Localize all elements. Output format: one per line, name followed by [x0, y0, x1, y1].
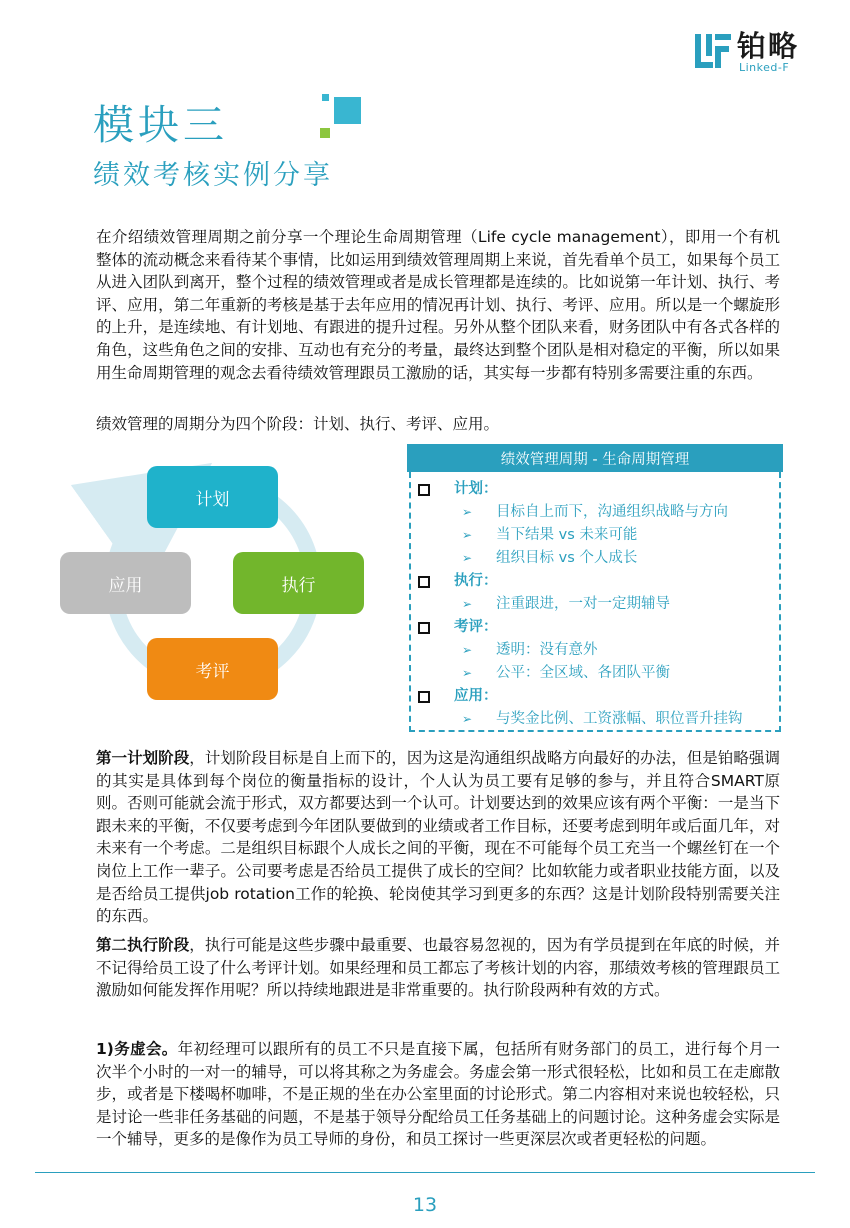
exec-lead: 第二执行阶段: [96, 936, 190, 954]
arrow-bullet-icon: ➢: [462, 666, 473, 680]
arrow-bullet-icon: ➢: [462, 643, 473, 657]
logo: [693, 30, 818, 75]
linked-f-logo-icon: [693, 32, 733, 72]
arrow-bullet-icon: ➢: [462, 597, 473, 611]
logo-text: 铂略: [737, 29, 800, 63]
page-number: 13: [412, 1194, 438, 1216]
cycle-stage-review: 考评: [147, 638, 278, 700]
group-execute: [416, 570, 776, 593]
group-plan: [416, 478, 776, 501]
group-title: 计划：: [454, 481, 498, 497]
arrow-bullet-icon: ➢: [462, 712, 473, 726]
list-item: ➢ 透明：没有意外: [416, 639, 776, 662]
page-title: 模块三: [93, 101, 228, 149]
group-title: 执行：: [454, 573, 498, 589]
list-item: ➢ 目标自上而下，沟通组织战略与方向: [416, 501, 776, 524]
list-item: ➢ 组织目标 vs 个人成长: [416, 547, 776, 570]
cycle-stage-plan: 计划: [147, 466, 278, 528]
list-item: ➢ 注重跟进，一对一定期辅导: [416, 593, 776, 616]
group-apply: [416, 685, 776, 708]
decor-square-small: [322, 94, 329, 101]
square-bullet-icon: [418, 691, 430, 703]
plan-paragraph: [96, 747, 780, 928]
intro-paragraph: 在介绍绩效管理周期之前分享一个理论生命周期管理（Life cycle management），即用一个有机整体的流动概念来看待某个事情，比如运用到绩效管理周期上来说，首先看单个员工，如果每个员工从进入团队到离开，整个过程的绩效管理或者是成长管理都是连续的。比如说第一年计划、执行、考评、应用，第二年重新的考核是基于去年应用的情况再计划、执行、考评、应用。所以是一个螺旋形的上升，是连续地、有计划地、有跟进的提升过程。另外从整个团队来看，财务团队中有各式各样的角色，这些角色之间的安排、互动也有充分的考量，最终达到整个团队是相对稳定的平衡，所以如果用生命周期管理的观念去看待绩效管理跟员工激励的话，其实每一步都有特别多需要注重的东西。: [96, 228, 780, 382]
arrow-bullet-icon: ➢: [462, 528, 473, 542]
decor-square-green: [320, 128, 330, 138]
group-title: 考评：: [454, 619, 498, 635]
group-title: 应用：: [454, 688, 498, 704]
exec-paragraph: [96, 934, 780, 1002]
stages-paragraph: 绩效管理的周期分为四个阶段：计划、执行、考评、应用。: [96, 415, 500, 433]
cycle-stage-execute: 执行: [233, 552, 364, 614]
info-box-list: [416, 478, 776, 731]
list-item: ➢ 当下结果 vs 未来可能: [416, 524, 776, 547]
list-item: ➢ 公平：全区域、各团队平衡: [416, 662, 776, 685]
square-bullet-icon: [418, 484, 430, 496]
arrow-bullet-icon: ➢: [462, 551, 473, 565]
meeting-lead: 1)务虚会。: [96, 1040, 178, 1058]
meeting-text: 年初经理可以跟所有的员工不只是直接下属，包括所有财务部门的员工，进行每个月一次半个小时的一对一的辅导，可以将其称之为务虚会。务虚会第一形式很轻松，比如和员工在走廊散步，或者是下楼喝杯咖啡，不是正规的坐在办公室里面的讨论形式。第二内容相对来说也较轻松，只是讨论一些非任务基础的问题，不是基于领导分配给员工任务基础上的问题讨论。这种务虚会实际是一个辅导，更多的是像作为员工导师的身份，和员工探讨一些更深层次或者更轻松的问题。: [96, 1040, 780, 1149]
list-item: ➢ 与奖金比例、工资涨幅、职位晋升挂钩: [416, 708, 776, 731]
logo-subtext: Linked-F: [739, 61, 790, 74]
square-bullet-icon: [418, 622, 430, 634]
meeting-paragraph: [96, 1038, 780, 1151]
decor-square-large: [334, 97, 361, 124]
plan-text: ，计划阶段目标是自上而下的，因为这是沟通组织战略方向最好的办法，但是铂略强调的其实是具体到每个岗位的衡量指标的设计，个人认为员工要有足够的参与，并且符合SMART原则。否则可能就会流于形式，双方都要达到一个认可。计划要达到的效果应该有两个平衡：一是当下跟未来的平衡，不仅要考虑到今年团队要做到的业绩或者工作目标，还要考虑到明年或后面几年，对未来有一个考虑。二是组织目标跟个人成长之间的平衡，现在不可能每个员工充当一个螺丝钉在一个岗位上工作一辈子。公司要考虑是否给员工提供了成长的空间？比如软能力或者职业技能方面，以及是否给员工提供job rotation工作的轮换、轮岗使其学习到更多的东西？这是计划阶段特别需要关注的东西。: [96, 749, 780, 926]
exec-text: ，执行可能是这些步骤中最重要、也最容易忽视的，因为有学员提到在年底的时候，并不记得给员工设了什么考评计划。如果经理和员工都忘了考核计划的内容，那绩效考核的管理跟员工激励如何能发挥作用呢？所以持续地跟进是非常重要的。执行阶段两种有效的方式。: [96, 936, 780, 1000]
square-bullet-icon: [418, 576, 430, 588]
arrow-bullet-icon: ➢: [462, 505, 473, 519]
plan-lead: 第一计划阶段: [96, 749, 190, 767]
footer-divider: [35, 1172, 815, 1173]
group-review: [416, 616, 776, 639]
page-subtitle: 绩效考核实例分享: [93, 160, 333, 191]
cycle-stage-apply: 应用: [60, 552, 191, 614]
info-box-header: 绩效管理周期 - 生命周期管理: [407, 444, 783, 472]
